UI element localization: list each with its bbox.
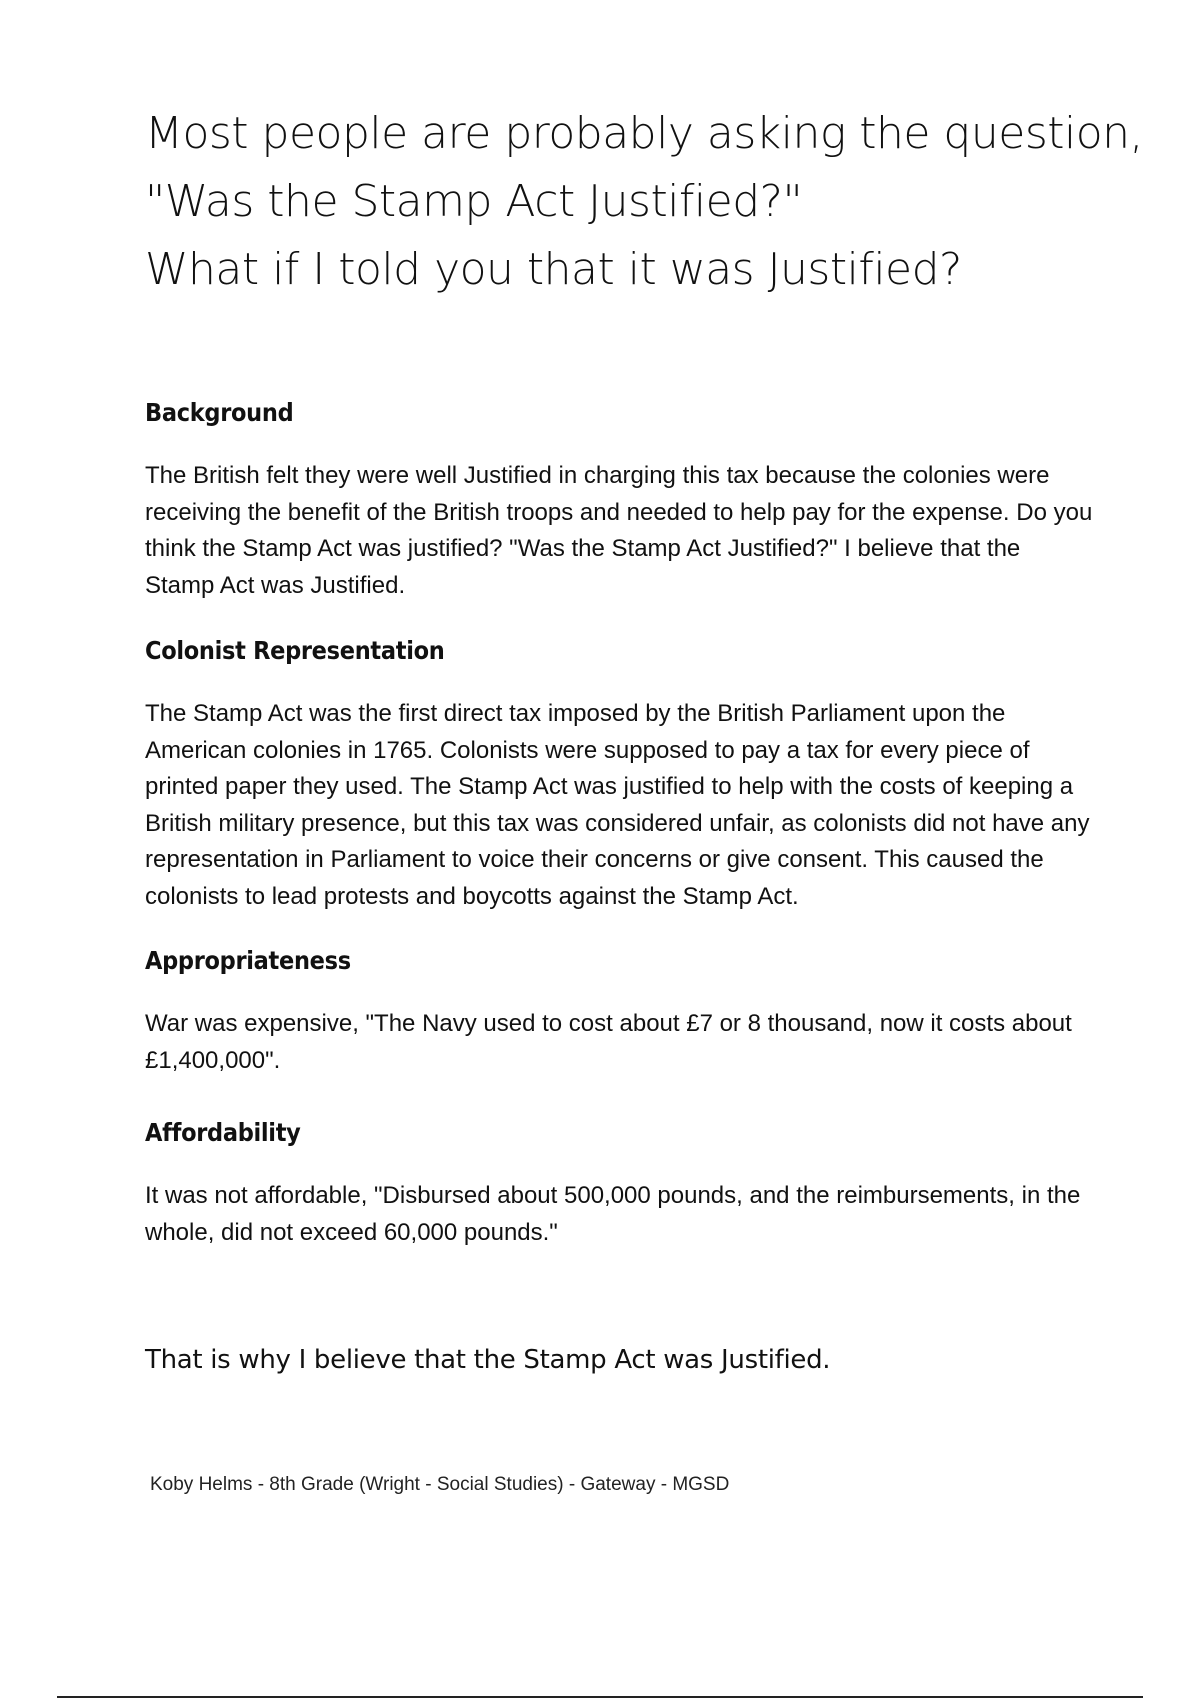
affordability-paragraph: It was not affordable, "Disbursed about 500,000 pounds, and the reimbursements, in the whole, did not exceed 60,000 pounds." (145, 1182, 1081, 1246)
title-line-1: Most people are probably asking the question, (145, 108, 1144, 159)
colonist-representation-heading: Colonist Representation (145, 636, 445, 665)
bottom-divider (57, 1696, 1143, 1698)
appropriateness-paragraph: War was expensive, "The Navy used to cost about £7 or 8 thousand, now it costs about £1,400,000". (145, 1010, 1072, 1074)
author-footer: Koby Helms - 8th Grade (Wright - Social Studies) - Gateway - MGSD (150, 1474, 730, 1495)
background-heading: Background (145, 398, 294, 427)
title-line-3: What if I told you that it was Justified? (145, 244, 962, 295)
essay-title (145, 100, 1144, 304)
affordability-heading: Affordability (145, 1118, 301, 1147)
conclusion-statement: That is why I believe that the Stamp Act was Justified. (145, 1345, 831, 1375)
background-paragraph: The British felt they were well Justified in charging this tax because the colonies were receiving the benefit of the British troops and needed to help pay for the expense. Do you think the Stamp Act was justified? "Was the Stamp Act Justified?" I believe that the Stamp Act was Justified. (145, 462, 1093, 599)
appropriateness-heading: Appropriateness (145, 946, 351, 975)
colonist-representation-paragraph: The Stamp Act was the first direct tax imposed by the British Parliament upon the American colonies in 1765. Colonists were supposed to pay a tax for every piece of printed paper they used. The Stamp Act was justified to help with the costs of keeping a British military presence, but this tax was considered unfair, as colonists did not have any representation in Parliament to voice their concerns or give consent. This caused the colonists to lead protests and boycotts against the Stamp Act. (145, 700, 1090, 910)
title-line-2: "Was the Stamp Act Justified?" (145, 176, 803, 227)
